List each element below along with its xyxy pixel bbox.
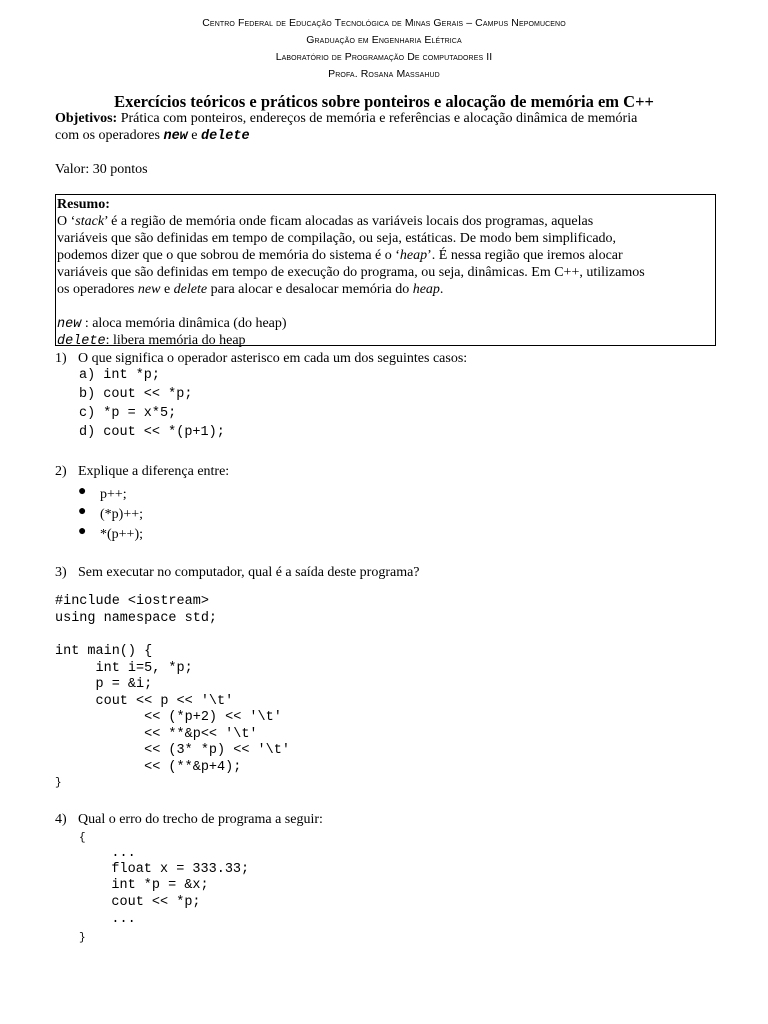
- q3-text: Sem executar no computador, qual é a saída deste programa?: [78, 565, 420, 580]
- q3-code-line: p = &i;: [55, 677, 153, 692]
- q3-code-line: }: [55, 777, 62, 789]
- q4-number: 4): [55, 812, 67, 827]
- q3-code-line: cout << p << '\t': [55, 694, 234, 709]
- resumo-label: Resumo:: [57, 197, 110, 212]
- resumo-line3: podemos dizer que o que sobrou de memória do sistema é o ‘heap’. É nessa região que iremos alocar: [57, 248, 623, 263]
- q2-number: 2): [55, 464, 67, 479]
- bullet-icon: ●: [78, 504, 87, 519]
- header-course: Graduação em Engenharia Elétrica: [306, 34, 462, 46]
- q4-code-line: ...: [79, 846, 136, 861]
- q4-code-line: {: [79, 832, 86, 844]
- q3-code-line: << (*p+2) << '\t': [55, 710, 282, 725]
- objetivos-line1: Objetivos: Prática com ponteiros, endereços de memória e referências e alocação dinâmica de memória: [55, 111, 638, 126]
- page-title: Exercícios teóricos e práticos sobre ponteiros e alocação de memória em C++: [114, 92, 654, 111]
- q3-number: 3): [55, 565, 67, 580]
- q4-code-line: float x = 333.33;: [79, 862, 250, 877]
- header-institution: Centro Federal de Educação Tecnológica de Minas Gerais – Campus Nepomuceno: [202, 17, 566, 29]
- objetivos-line2: com os operadores new e delete: [55, 128, 250, 144]
- q2-text: Explique a diferença entre:: [78, 464, 230, 479]
- op-new: new: [163, 129, 188, 144]
- resumo-delete-def: delete: libera memória do heap: [57, 333, 246, 349]
- q3-code-line: #include <iostream>: [55, 594, 209, 609]
- resumo-line4: variáveis que são definidas em tempo de execução do programa, ou seja, dinâmicas. Em C++, utilizamos: [57, 265, 645, 280]
- q4-code-line: int *p = &x;: [79, 878, 209, 893]
- q3-code-line: using namespace std;: [55, 611, 218, 626]
- resumo-line2: variáveis que são definidas em tempo de compilação, ou seja, estáticas. De modo bem simplificado,: [57, 231, 617, 246]
- resumo-line5: os operadores new e delete para alocar e desalocar memória do heap.: [57, 282, 444, 297]
- header-professor: Profa. Rosana Massahud: [328, 68, 440, 80]
- q2-item-3: *(p++);: [100, 527, 144, 542]
- q4-text: Qual o erro do trecho de programa a seguir:: [78, 812, 323, 827]
- q4-code-line: }: [79, 932, 86, 944]
- q3-code-line: int i=5, *p;: [55, 661, 193, 676]
- bullet-icon: ●: [78, 524, 87, 539]
- valor-text: Valor: 30 pontos: [55, 162, 148, 177]
- q3-code-line: << **&p<< '\t': [55, 727, 258, 742]
- q4-code-line: cout << *p;: [79, 895, 201, 910]
- q1-item-a: a) int *p;: [79, 368, 161, 383]
- q1-item-b: b) cout << *p;: [79, 387, 193, 402]
- q2-item-1: p++;: [100, 487, 127, 502]
- q3-code-line: << (**&p+4);: [55, 760, 242, 775]
- objetivos-label: Objetivos:: [55, 111, 118, 126]
- q1-number: 1): [55, 351, 67, 366]
- resumo-line1: O ‘stack’ é a região de memória onde ficam alocadas as variáveis locais dos programas, aquelas: [57, 214, 594, 229]
- q1-item-d: d) cout << *(p+1);: [79, 425, 225, 440]
- resumo-new-def: new : aloca memória dinâmica (do heap): [57, 316, 287, 332]
- op-delete: delete: [201, 129, 250, 144]
- bullet-icon: ●: [78, 484, 87, 499]
- q3-code-line: int main() {: [55, 644, 153, 659]
- q1-text: O que significa o operador asterisco em cada um dos seguintes casos:: [78, 351, 468, 366]
- q2-item-2: (*p)++;: [100, 507, 144, 522]
- q1-item-c: c) *p = x*5;: [79, 406, 177, 421]
- q3-code-line: << (3* *p) << '\t': [55, 743, 290, 758]
- q4-code-line: ...: [79, 912, 136, 927]
- header-lab: Laboratório de Programação De computadores II: [275, 51, 493, 63]
